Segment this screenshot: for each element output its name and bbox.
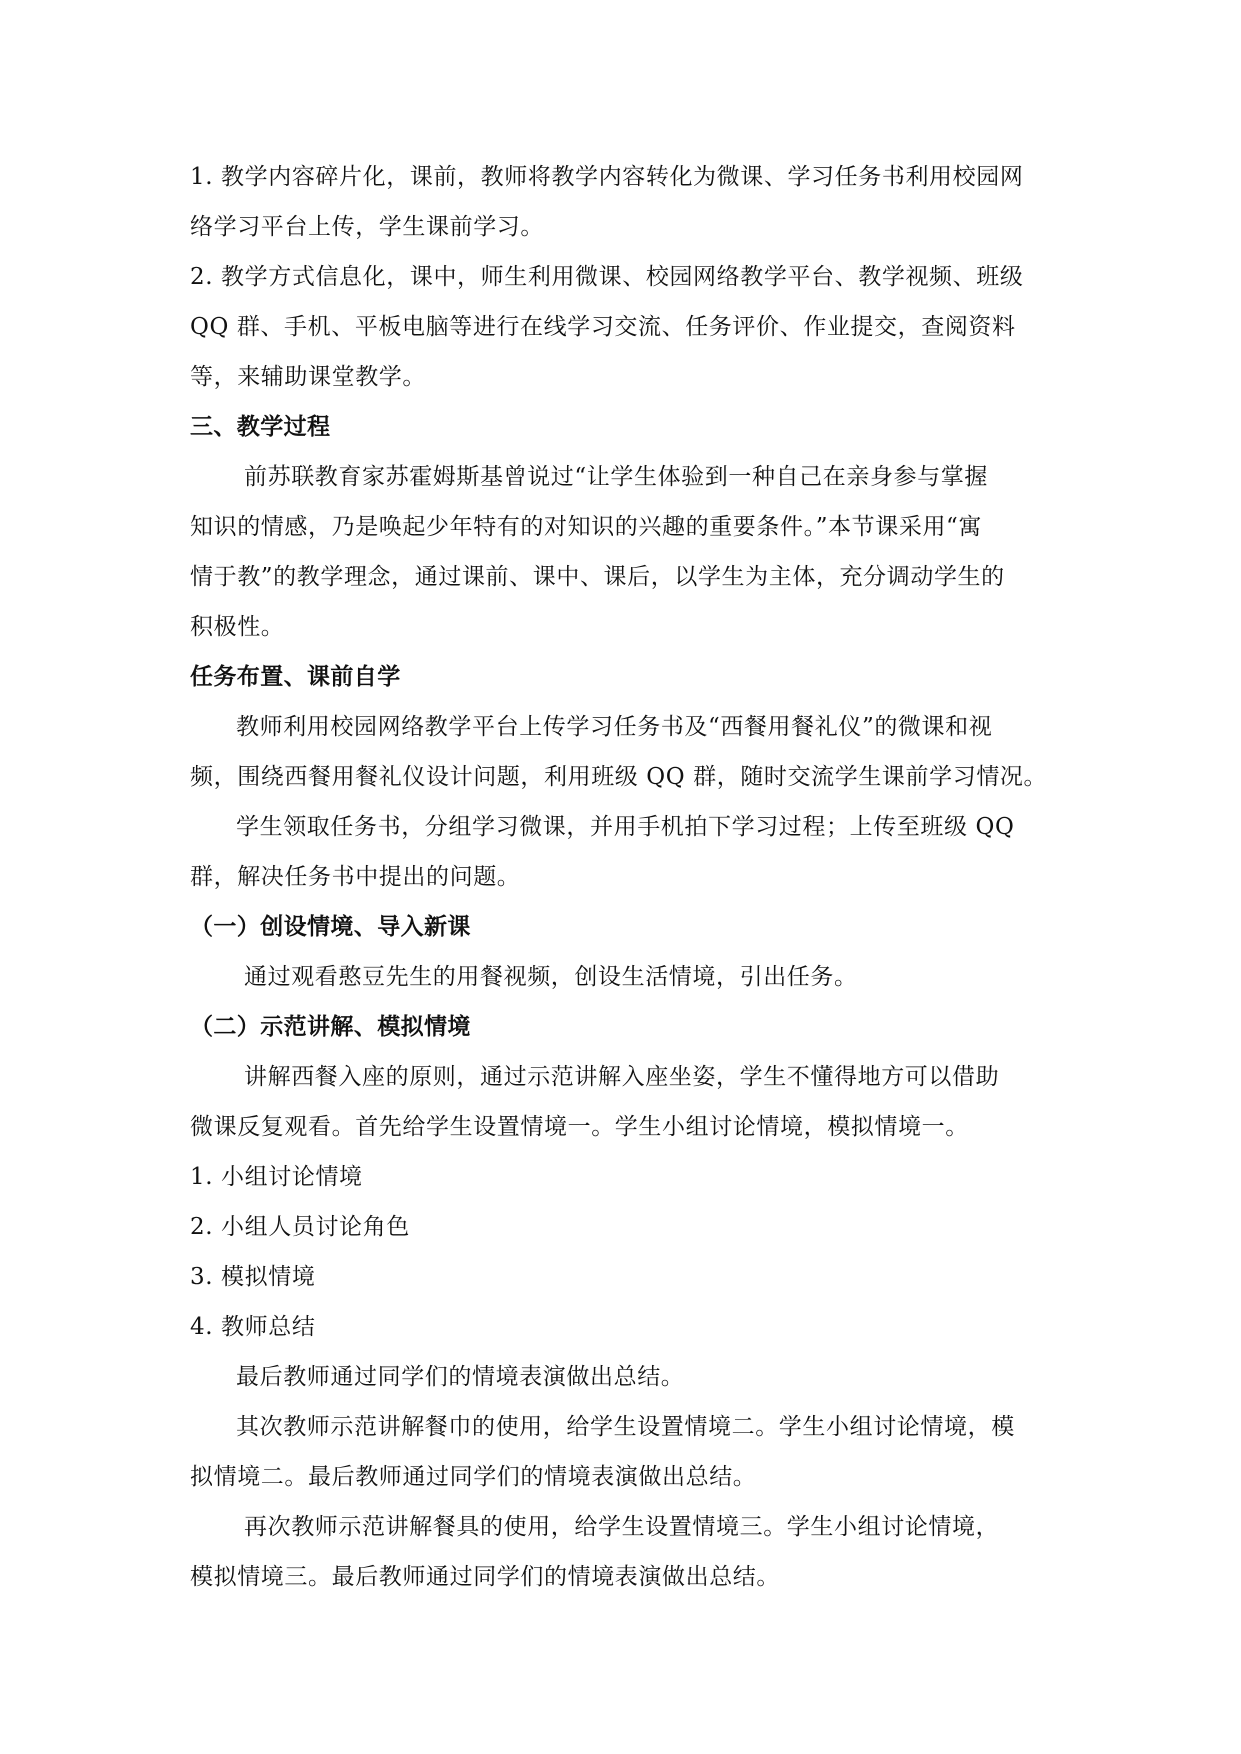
paragraph-line: 其次教师示范讲解餐巾的使用，给学生设置情境二。学生小组讨论情境，模 bbox=[236, 1414, 1015, 1440]
paragraph-line: 模拟情境三。最后教师通过同学们的情境表演做出总结。 bbox=[190, 1564, 780, 1590]
paragraph-line: 群，解决任务书中提出的问题。 bbox=[190, 864, 521, 890]
list-item-1-line-1: 1. 教学内容碎片化，课前，教师将教学内容转化为微课、学习任务书利用校园网 bbox=[190, 164, 1024, 190]
step-item-1: 1. 小组讨论情境 bbox=[190, 1164, 363, 1190]
paragraph-line: 通过观看憨豆先生的用餐视频，创设生活情境，引出任务。 bbox=[244, 964, 858, 990]
step-item-4: 4. 教师总结 bbox=[190, 1314, 316, 1340]
section-heading-task-assignment: 任务布置、课前自学 bbox=[190, 664, 401, 690]
paragraph-line: 积极性。 bbox=[190, 614, 285, 640]
section-heading-part-2: （二）示范讲解、模拟情境 bbox=[190, 1014, 471, 1040]
paragraph-line: 再次教师示范讲解餐具的使用，给学生设置情境三。学生小组讨论情境， bbox=[244, 1514, 1000, 1540]
section-heading-part-1: （一）创设情境、导入新课 bbox=[190, 914, 471, 940]
paragraph-line: 最后教师通过同学们的情境表演做出总结。 bbox=[236, 1364, 685, 1390]
paragraph-line: 拟情境二。最后教师通过同学们的情境表演做出总结。 bbox=[190, 1464, 757, 1490]
step-item-3: 3. 模拟情境 bbox=[190, 1264, 316, 1290]
document-body bbox=[190, 152, 1070, 1602]
paragraph-line: 讲解西餐入座的原则，通过示范讲解入座坐姿，学生不懂得地方可以借助 bbox=[244, 1064, 1000, 1090]
list-item-1-line-2: 络学习平台上传，学生课前学习。 bbox=[190, 214, 544, 240]
paragraph-line: 前苏联教育家苏霍姆斯基曾说过“让学生体验到一种自己在亲身参与掌握 bbox=[244, 464, 988, 490]
paragraph-line: 知识的情感，乃是唤起少年特有的对知识的兴趣的重要条件。”本节课采用“寓 bbox=[190, 514, 983, 540]
paragraph-line: 教师利用校园网络教学平台上传学习任务书及“西餐用餐礼仪”的微课和视 bbox=[236, 714, 993, 740]
list-item-2-line-2: QQ 群、手机、平板电脑等进行在线学习交流、任务评价、作业提交，查阅资料 bbox=[190, 314, 1016, 340]
step-item-2: 2. 小组人员讨论角色 bbox=[190, 1214, 410, 1240]
paragraph-line: 频，围绕西餐用餐礼仪设计问题，利用班级 QQ 群，随时交流学生课前学习情况。 bbox=[190, 764, 1048, 790]
paragraph-line: 学生领取任务书，分组学习微课，并用手机拍下学习过程；上传至班级 QQ bbox=[236, 814, 1015, 840]
paragraph-line: 微课反复观看。首先给学生设置情境一。学生小组讨论情境，模拟情境一。 bbox=[190, 1114, 969, 1140]
list-item-2-line-3: 等，来辅助课堂教学。 bbox=[190, 364, 426, 390]
paragraph-line: 情于教”的教学理念，通过课前、课中、课后，以学生为主体，充分调动学生的 bbox=[190, 564, 1005, 590]
section-heading-teaching-process: 三、教学过程 bbox=[190, 414, 331, 440]
list-item-2-line-1: 2. 教学方式信息化，课中，师生利用微课、校园网络教学平台、教学视频、班级 bbox=[190, 264, 1024, 290]
